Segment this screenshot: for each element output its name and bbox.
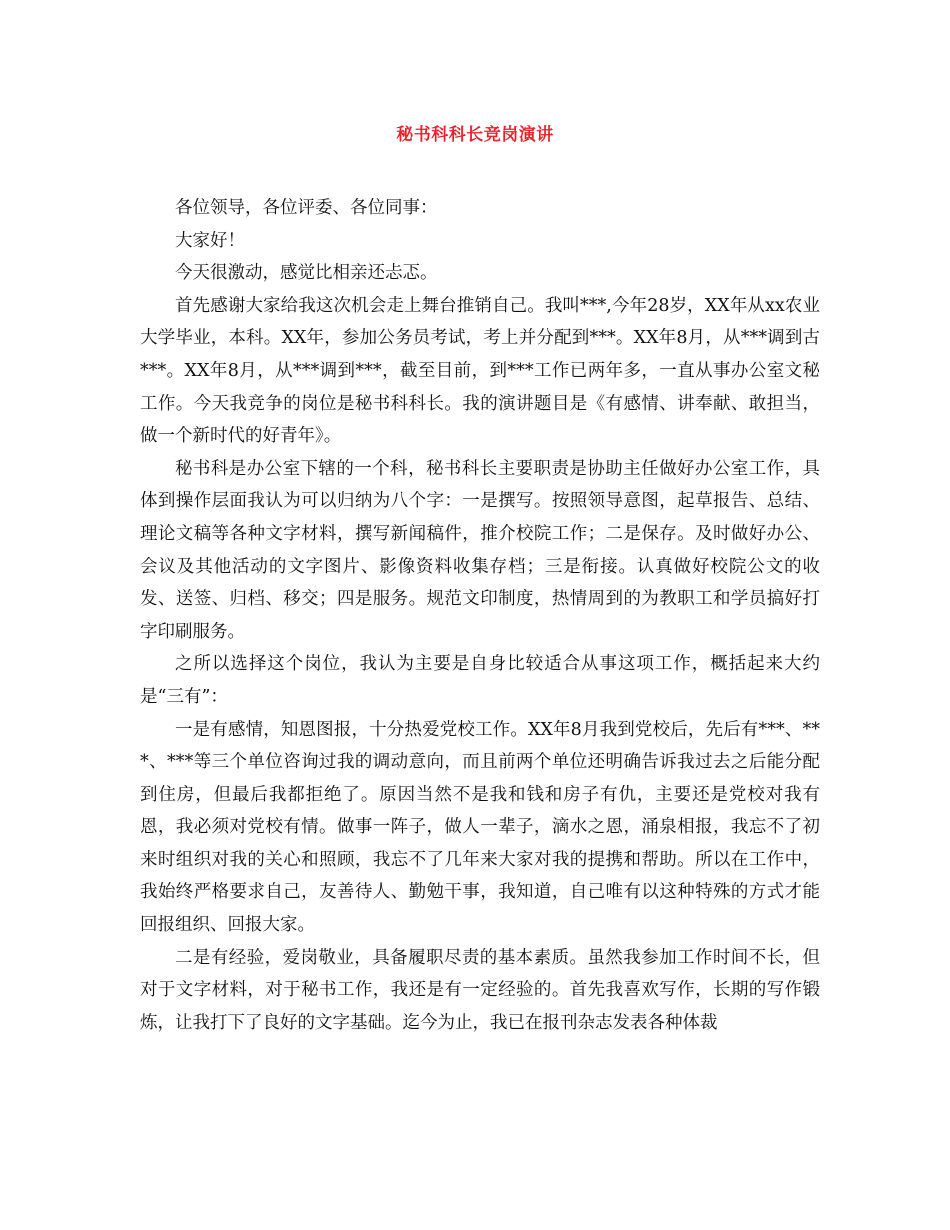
document-body — [140, 192, 820, 1039]
paragraph-point-one: 一是有感情，知恩图报，十分热爱党校工作。XX年8月我到党校后，先后有***、***、***等三个单位咨询过我的调动意向，而且前两个单位还明确告诉我过去之后能分配到住房，但最后我都拒绝了。原因当然不是我和钱和房子有仇，主要还是党校对我有恩，我必须对党校有情。做事一阵子，做人一辈子，滴水之恩，涌泉相报，我忘不了初来时组织对我的关心和照顾，我忘不了几年来大家对我的提携和帮助。所以在工作中，我始终严格要求自己，友善待人、勤勉干事，我知道，自己唯有以这种特殊的方式才能回报组织、回报大家。 — [140, 719, 820, 936]
paragraph-opening: 今天很激动，感觉比相亲还忐忑。 — [175, 263, 438, 284]
paragraph-greeting: 大家好！ — [175, 230, 245, 251]
paragraph-point-two: 二是有经验，爱岗敬业，具备履职尽责的基本素质。虽然我参加工作时间不长，但对于文字材料，对于秘书工作，我还是有一定经验的。首先我喜欢写作，长期的写作锻炼，让我打下了良好的文字基础。迄今为止，我已在报刊杂志发表各种体裁 — [140, 947, 820, 1033]
document-title: 秘书科科长竞岗演讲 — [396, 125, 554, 145]
paragraph-self-introduction: 首先感谢大家给我这次机会走上舞台推销自己。我叫***,今年28岁，XX年从xx农业大学毕业，本科。XX年，参加公务员考试，考上并分配到***。XX年8月，从***调到古***。XX年8月，从***调到***，截至目前，到***工作已两年多，一直从事办公室文秘工作。今天我竞争的岗位是秘书科科长。我的演讲题目是《有感情、讲奉献、敢担当，做一个新时代的好青年》。 — [140, 295, 820, 447]
paragraph-position-duties: 秘书科是办公室下辖的一个科，秘书科长主要职责是协助主任做好办公室工作，具体到操作层面我认为可以归纳为八个字：一是撰写。按照领导意图，起草报告、总结、理论文稿等各种文字材料，撰写新闻稿件，推介校院工作；二是保存。及时做好办公、会议及其他活动的文字图片、影像资料收集存档；三是衔接。认真做好校院公文的收发、送签、归档、移交；四是服务。规范文印制度，热情周到的为教职工和学员搞好打字印刷服务。 — [140, 458, 820, 642]
paragraph-salutation: 各位领导，各位评委、各位同事： — [175, 198, 438, 218]
paragraph-reasons: 之所以选择这个岗位，我认为主要是自身比较适合从事这项工作，概括起来大约是“三有”： — [140, 654, 820, 707]
